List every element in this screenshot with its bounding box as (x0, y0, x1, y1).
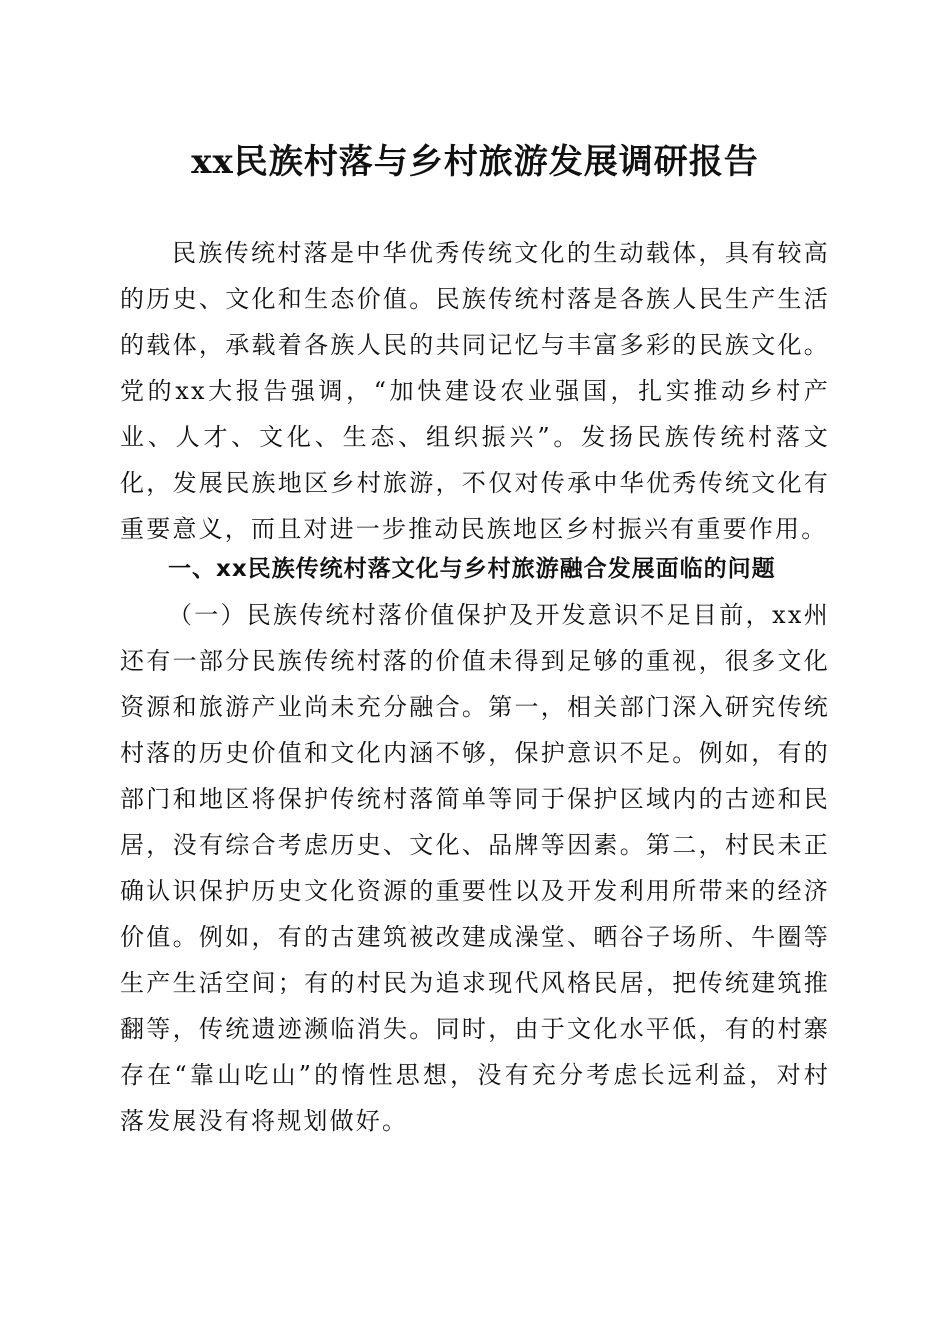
document-title: xx民族村落与乡村旅游发展调研报告 (191, 142, 759, 182)
subsection-paragraph (120, 592, 830, 1144)
section-heading: 一、xx民族传统村落文化与乡村旅游融合发展面临的问题 (168, 556, 776, 582)
subsection-text: 目前，xx州还有一部分民族传统村落的价值未得到足够的重视，很多文化资源和旅游产业尚未充分融合。第一，相关部门深入研究传统村落的历史价值和文化内涵不够，保护意识不足。例如，有的部门和地区将保护传统村落简单等同于保护区域内的古迹和民居，没有综合考虑历史、文化、品牌等因素。第二，村民未正确认识保护历史文化资源的重要性以及开发利用所带来的经济价值。例如，有的古建筑被改建成澡堂、晒谷子场所、牛圈等生产生活空间；有的村民为追求现代风格民居，把传统建筑推翻等，传统遗迹濒临消失。同时，由于文化水平低，有的村寨存在“靠山吃山”的惰性思想，没有充分考虑长远利益，对村落发展没有将规划做好。 (120, 601, 830, 1135)
subsection-heading: （一）民族传统村落价值保护及开发意识不足 (168, 601, 693, 629)
intro-paragraph: 民族传统村落是中华优秀传统文化的生动载体，具有较高的历史、文化和生态价值。民族传统村落是各族人民生产生活的载体，承载着各族人民的共同记忆与丰富多彩的民族文化。党的xx大报告强调，“加快建设农业强国，扎实推动乡村产业、人才、文化、生态、组织振兴”。发扬民族传统村落文化，发展民族地区乡村旅游，不仅对传承中华优秀传统文化有重要意义，而且对进一步推动民族地区乡村振兴有重要作用。 (120, 239, 830, 543)
